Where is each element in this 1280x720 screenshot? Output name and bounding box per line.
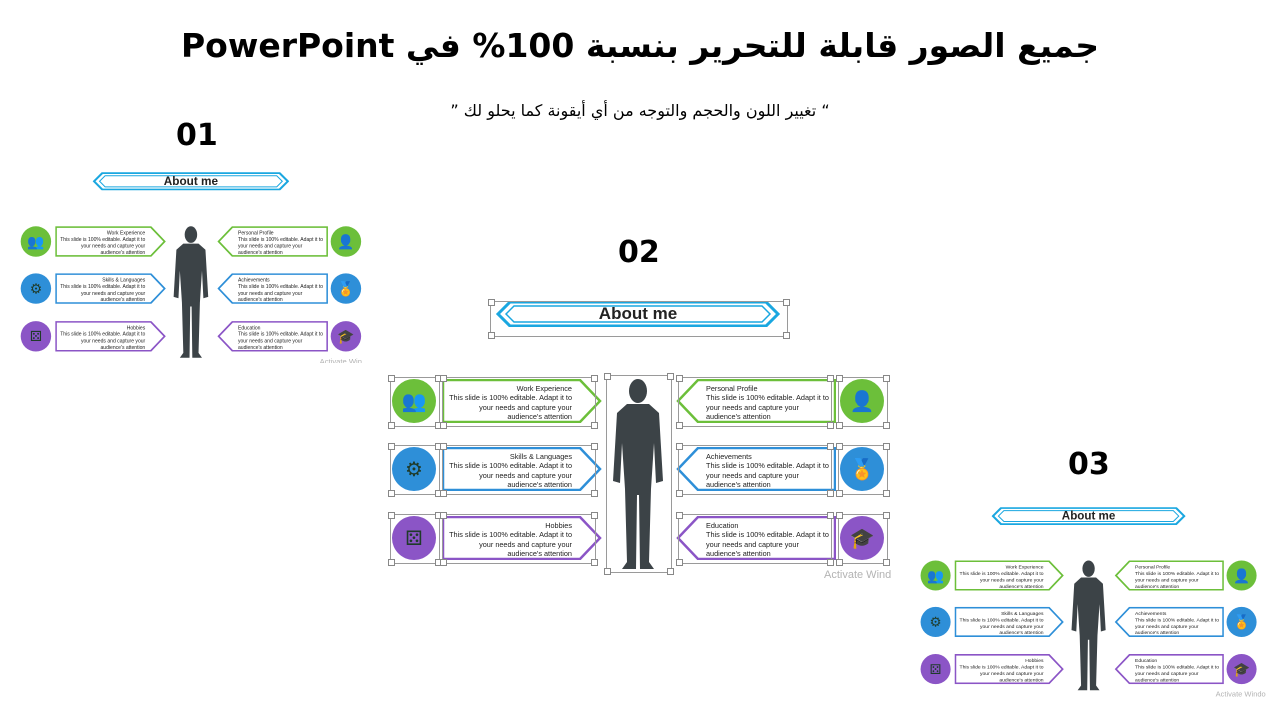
box-body-line: your needs and capture your — [706, 539, 799, 549]
graduation-cap-icon: 🎓 — [1227, 654, 1257, 684]
box-heading: Personal Profile — [1135, 563, 1171, 571]
selection-outline[interactable] — [678, 377, 832, 427]
gears-icon: ⚙ — [921, 607, 951, 637]
box-heading: Work Experience — [1005, 563, 1044, 571]
box-body-line: your needs and capture your — [706, 470, 799, 480]
resize-handle[interactable] — [883, 422, 890, 429]
selection-outline[interactable] — [442, 445, 596, 495]
box-body-line: audience's attention — [237, 343, 283, 351]
dice-icon: ⚄ — [921, 654, 951, 684]
gears-icon: ⚙ — [21, 273, 51, 303]
gears-icon: ⚙ — [392, 447, 436, 491]
box-body-line: This slide is 100% editable. Adapt it to — [706, 530, 829, 540]
slide-number-03: 03 — [1068, 447, 1110, 482]
box-body-line: audience's attention — [507, 548, 572, 558]
right-info-box — [1115, 560, 1224, 590]
box-body-line: This slide is 100% editable. Adapt it to — [449, 530, 572, 540]
resize-handle[interactable] — [591, 490, 598, 497]
selection-outline[interactable] — [678, 514, 832, 564]
box-body-line: This slide is 100% editable. Adapt it to — [237, 283, 324, 290]
box-body-line: audience's attention — [1135, 629, 1180, 636]
box-heading: Achievements — [706, 452, 752, 461]
right-info-box — [1115, 654, 1224, 684]
resize-handle[interactable] — [836, 422, 843, 429]
resize-handle[interactable] — [388, 375, 395, 382]
box-body-line: audience's attention — [100, 343, 146, 351]
resize-handle[interactable] — [676, 443, 683, 450]
slide-thumbnail-01[interactable] — [11, 164, 371, 363]
person-silhouette — [1069, 559, 1107, 692]
box-body-line: your needs and capture your — [237, 289, 303, 296]
box-body-line: your needs and capture your — [479, 539, 572, 549]
team-icon: 👥 — [392, 379, 436, 423]
resize-handle[interactable] — [388, 512, 395, 519]
resize-handle[interactable] — [783, 299, 790, 306]
box-heading: Skills & Languages — [102, 276, 146, 284]
team-icon: 👥 — [21, 226, 51, 256]
box-body-line: This slide is 100% editable. Adapt it to — [449, 461, 572, 471]
person-silhouette — [172, 225, 211, 360]
resize-handle[interactable] — [783, 332, 790, 339]
box-body-line: audience's attention — [1135, 582, 1180, 590]
left-info-box — [55, 321, 166, 351]
box-heading: Achievements — [1135, 610, 1167, 617]
box-body-line: your needs and capture your — [980, 623, 1044, 630]
box-body-line: your needs and capture your — [80, 337, 146, 344]
box-body-line: your needs and capture your — [980, 576, 1044, 583]
box-body-line: your needs and capture your — [1135, 623, 1199, 630]
left-info-box — [55, 273, 166, 303]
resize-handle[interactable] — [440, 490, 447, 497]
box-body-line: This slide is 100% editable. Adapt it to — [237, 236, 324, 243]
resize-handle[interactable] — [388, 490, 395, 497]
box-heading: Education — [237, 324, 261, 331]
resize-handle[interactable] — [440, 422, 447, 429]
resize-handle[interactable] — [827, 375, 834, 382]
box-heading: Achievements — [237, 276, 270, 284]
selection-outline[interactable] — [678, 445, 832, 495]
resize-handle[interactable] — [488, 332, 495, 339]
box-body-line: This slide is 100% editable. Adapt it to — [60, 330, 146, 338]
resize-handle[interactable] — [591, 443, 598, 450]
box-body-line: This slide is 100% editable. Adapt it to — [449, 393, 572, 403]
box-body-line: audience's attention — [237, 296, 283, 303]
resize-handle[interactable] — [591, 422, 598, 429]
box-body-line: your needs and capture your — [80, 242, 146, 249]
selection-outline[interactable] — [442, 377, 596, 427]
box-body-line: This slide is 100% editable. Adapt it to — [706, 393, 829, 403]
box-body-line: This slide is 100% editable. Adapt it to — [237, 330, 324, 338]
resize-handle[interactable] — [836, 490, 843, 497]
box-body-line: audience's attention — [999, 676, 1044, 683]
resize-handle[interactable] — [836, 375, 843, 382]
resize-handle[interactable] — [836, 559, 843, 566]
slide-number-01: 01 — [176, 118, 218, 153]
box-body-line: This slide is 100% editable. Adapt it to — [1135, 663, 1219, 670]
selection-outline[interactable] — [442, 514, 596, 564]
box-body-line: your needs and capture your — [80, 289, 146, 296]
box-heading: Work Experience — [516, 384, 572, 393]
resize-handle[interactable] — [388, 559, 395, 566]
box-heading: Skills & Languages — [1001, 610, 1044, 617]
box-heading: Work Experience — [106, 229, 146, 236]
graduation-cap-icon: 🎓 — [840, 516, 884, 560]
activate-windows-watermark: Activate Win — [319, 357, 362, 363]
right-info-box — [217, 273, 328, 303]
about-me-title: About me — [163, 174, 219, 188]
person-icon: 👤 — [331, 226, 361, 256]
box-body-line: audience's attention — [999, 629, 1044, 636]
award-icon: 🏅 — [1227, 607, 1257, 637]
box-body-line: audience's attention — [507, 479, 572, 489]
right-info-box — [217, 226, 328, 256]
resize-handle[interactable] — [488, 299, 495, 306]
box-heading: Skills & Languages — [509, 452, 572, 461]
resize-handle[interactable] — [667, 373, 674, 380]
box-body-line: audience's attention — [507, 411, 572, 421]
box-body-line: This slide is 100% editable. Adapt it to — [60, 236, 146, 243]
box-body-line: audience's attention — [100, 296, 146, 303]
resize-handle[interactable] — [667, 568, 674, 575]
box-body-line: This slide is 100% editable. Adapt it to — [959, 570, 1044, 577]
right-info-box — [217, 321, 328, 351]
box-body-line: your needs and capture your — [237, 242, 303, 249]
resize-handle[interactable] — [591, 375, 598, 382]
resize-handle[interactable] — [827, 559, 834, 566]
box-body-line: This slide is 100% editable. Adapt it to — [959, 616, 1044, 623]
award-icon: 🏅 — [331, 273, 361, 303]
box-body-line: audience's attention — [706, 411, 771, 421]
resize-handle[interactable] — [604, 373, 611, 380]
dice-icon: ⚄ — [392, 516, 436, 560]
resize-handle[interactable] — [827, 490, 834, 497]
resize-handle[interactable] — [883, 443, 890, 450]
resize-handle[interactable] — [676, 422, 683, 429]
box-body-line: audience's attention — [706, 548, 771, 558]
resize-handle[interactable] — [591, 559, 598, 566]
resize-handle[interactable] — [440, 443, 447, 450]
left-info-box — [955, 560, 1064, 590]
resize-handle[interactable] — [440, 375, 447, 382]
box-body-line: your needs and capture your — [479, 402, 572, 412]
resize-handle[interactable] — [676, 559, 683, 566]
resize-handle[interactable] — [676, 490, 683, 497]
box-body-line: This slide is 100% editable. Adapt it to — [60, 283, 146, 290]
box-body-line: audience's attention — [706, 479, 771, 489]
resize-handle[interactable] — [827, 512, 834, 519]
selection-outline[interactable] — [838, 514, 888, 564]
resize-handle[interactable] — [836, 512, 843, 519]
activate-windows-watermark: Activate Windo — [1215, 690, 1266, 699]
box-body-line: audience's attention — [1135, 676, 1180, 683]
resize-handle[interactable] — [388, 422, 395, 429]
left-info-box — [955, 607, 1064, 637]
team-icon: 👥 — [921, 560, 951, 590]
resize-handle[interactable] — [591, 512, 598, 519]
box-heading: Education — [706, 521, 739, 530]
right-info-box — [1115, 607, 1224, 637]
box-body-line: This slide is 100% editable. Adapt it to — [1135, 570, 1219, 577]
box-body-line: This slide is 100% editable. Adapt it to — [959, 663, 1044, 670]
about-me-title: About me — [598, 304, 678, 323]
box-body-line: your needs and capture your — [706, 402, 799, 412]
selection-outline[interactable] — [390, 514, 440, 564]
person-icon: 👤 — [840, 379, 884, 423]
award-icon: 🏅 — [840, 447, 884, 491]
box-body-line: audience's attention — [999, 582, 1044, 590]
box-heading: Hobbies — [126, 324, 146, 331]
resize-handle[interactable] — [883, 490, 890, 497]
resize-handle[interactable] — [883, 559, 890, 566]
box-heading: Personal Profile — [237, 229, 274, 236]
box-heading: Hobbies — [1025, 657, 1044, 664]
selection-outline[interactable] — [390, 445, 440, 495]
resize-handle[interactable] — [676, 375, 683, 382]
selection-outline[interactable] — [390, 377, 440, 427]
box-body-line: audience's attention — [100, 249, 146, 256]
resize-handle[interactable] — [827, 422, 834, 429]
box-body-line: your needs and capture your — [237, 337, 303, 344]
selection-outline[interactable] — [606, 375, 672, 573]
resize-handle[interactable] — [388, 443, 395, 450]
resize-handle[interactable] — [883, 512, 890, 519]
box-body-line: your needs and capture your — [980, 670, 1044, 677]
selection-outline[interactable] — [838, 377, 888, 427]
page-subtitle: “ تغيير اللون والحجم والتوجه من أي أيقونة كما يحلو لك ” — [450, 101, 830, 120]
box-body-line: This slide is 100% editable. Adapt it to — [706, 461, 829, 471]
box-heading: Education — [1135, 657, 1158, 664]
person-icon: 👤 — [1227, 560, 1257, 590]
box-body-line: audience's attention — [237, 249, 283, 256]
box-body-line: your needs and capture your — [1135, 576, 1199, 583]
resize-handle[interactable] — [440, 512, 447, 519]
box-body-line: your needs and capture your — [1135, 670, 1199, 677]
left-info-box — [955, 654, 1064, 684]
resize-handle[interactable] — [836, 443, 843, 450]
slide-thumbnail-03[interactable] — [911, 499, 1266, 699]
activate-windows-watermark: Activate Wind — [824, 569, 892, 581]
graduation-cap-icon: 🎓 — [331, 321, 361, 351]
selection-outline[interactable] — [490, 301, 788, 337]
resize-handle[interactable] — [827, 443, 834, 450]
slide-number-02: 02 — [618, 235, 660, 270]
left-info-box — [55, 226, 166, 256]
resize-handle[interactable] — [676, 512, 683, 519]
dice-icon: ⚄ — [21, 321, 51, 351]
box-body-line: your needs and capture your — [479, 470, 572, 480]
box-body-line: This slide is 100% editable. Adapt it to — [1135, 616, 1219, 623]
slide-thumbnail-02[interactable] — [378, 289, 898, 582]
resize-handle[interactable] — [440, 559, 447, 566]
selection-outline[interactable] — [838, 445, 888, 495]
box-heading: Hobbies — [545, 521, 572, 530]
box-heading: Personal Profile — [706, 384, 758, 393]
resize-handle[interactable] — [883, 375, 890, 382]
page-title: جميع الصور قابلة للتحرير بنسبة 100% في PowerPoint — [180, 26, 1099, 65]
about-me-title: About me — [1061, 509, 1116, 523]
resize-handle[interactable] — [604, 568, 611, 575]
